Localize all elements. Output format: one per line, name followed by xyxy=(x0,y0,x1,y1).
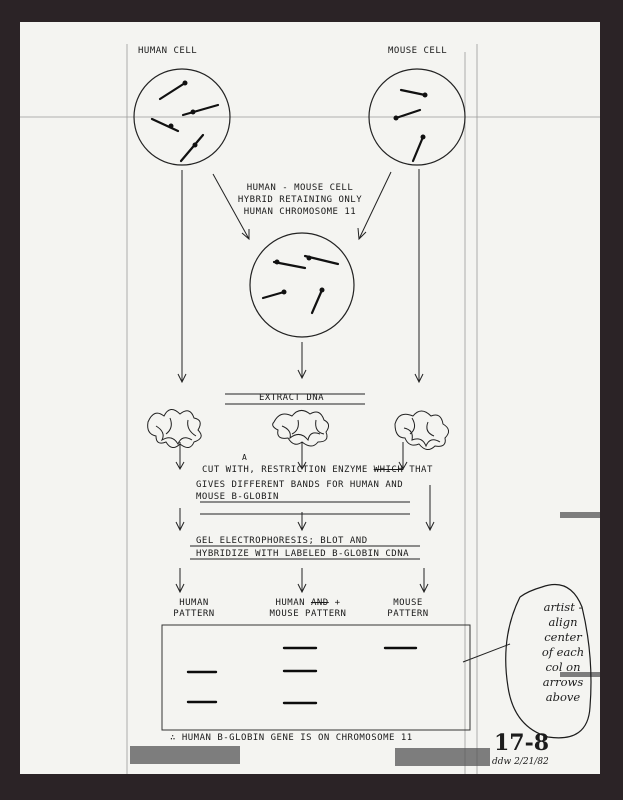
hybrid-pattern-line-1 xyxy=(258,598,358,609)
hybrid-label-line-1: HUMAN - MOUSE CELL xyxy=(246,183,354,193)
margin-note-line-6: arrows xyxy=(542,675,584,689)
document-page xyxy=(20,22,600,774)
extract-dna-label: EXTRACT DNA xyxy=(259,393,325,403)
mouse-pattern-label xyxy=(382,598,434,620)
initials-date: ddw 2/21/82 xyxy=(492,757,549,767)
gel-step-line-1: GEL ELECTROPHORESIS; BLOT AND xyxy=(196,536,368,546)
margin-note-line-3: center xyxy=(544,630,582,644)
hybrid-pattern-struck-word: AND xyxy=(310,598,329,608)
arrows xyxy=(176,169,510,662)
hybrid-cell xyxy=(250,233,354,337)
mouse-pattern-line-1: MOUSE xyxy=(393,598,423,608)
margin-note-line-2: align xyxy=(548,615,578,629)
cut-step-struck-word: WHICH xyxy=(373,465,404,475)
human-cell-label: HUMAN CELL xyxy=(138,46,198,56)
gel-box xyxy=(162,625,470,730)
hybrid-pattern-plus: + xyxy=(334,598,341,608)
cut-step-line-1: CUT WITH, RESTRICTION ENZYME WHICH THAT xyxy=(202,465,433,475)
human-pattern-label xyxy=(170,598,218,620)
gel-step-line-2: HYBRIDIZE WITH LABELED Β-GLOBIN CDNA xyxy=(196,549,410,559)
margin-note-line-7: above xyxy=(545,690,581,704)
margin-note-line-5: col on xyxy=(545,660,581,674)
hybrid-label-line-3: HUMAN CHROMOSOME 11 xyxy=(243,207,357,217)
hybrid-pattern-prefix: HUMAN xyxy=(275,598,306,608)
mouse-cell-label: MOUSE CELL xyxy=(388,46,448,56)
figure-number: 17-8 xyxy=(494,730,550,756)
hybrid-pattern-line-2: MOUSE PATTERN xyxy=(269,609,347,619)
margin-note-line-1: artist - xyxy=(543,600,583,614)
mouse-pattern-line-2: PATTERN xyxy=(387,609,429,619)
guide-lines xyxy=(20,44,600,774)
hybrid-pattern-label xyxy=(258,598,358,620)
caret-insert-mark: A xyxy=(242,453,248,462)
cut-step-middle: RESTRICTION ENZYME xyxy=(261,465,368,475)
cut-step-line-3: MOUSE Β-GLOBIN xyxy=(196,492,279,502)
margin-note-line-4: of each xyxy=(541,645,585,659)
human-pattern-line-1: HUMAN xyxy=(179,598,209,608)
gel-bands xyxy=(188,648,416,703)
cut-step-inserted-word: THAT xyxy=(409,465,433,475)
conclusion-text: ∴ HUMAN Β-GLOBIN GENE IS ON CHROMOSOME 11 xyxy=(170,733,413,743)
cut-step-line-2: GIVES DIFFERENT BANDS FOR HUMAN AND xyxy=(196,480,404,490)
human-pattern-line-2: PATTERN xyxy=(173,609,215,619)
hybrid-label-line-2: HYBRID RETAINING ONLY xyxy=(237,195,363,205)
hybrid-label xyxy=(230,182,370,218)
margin-note xyxy=(523,600,603,705)
cut-step-prefix: CUT WITH xyxy=(202,465,250,475)
